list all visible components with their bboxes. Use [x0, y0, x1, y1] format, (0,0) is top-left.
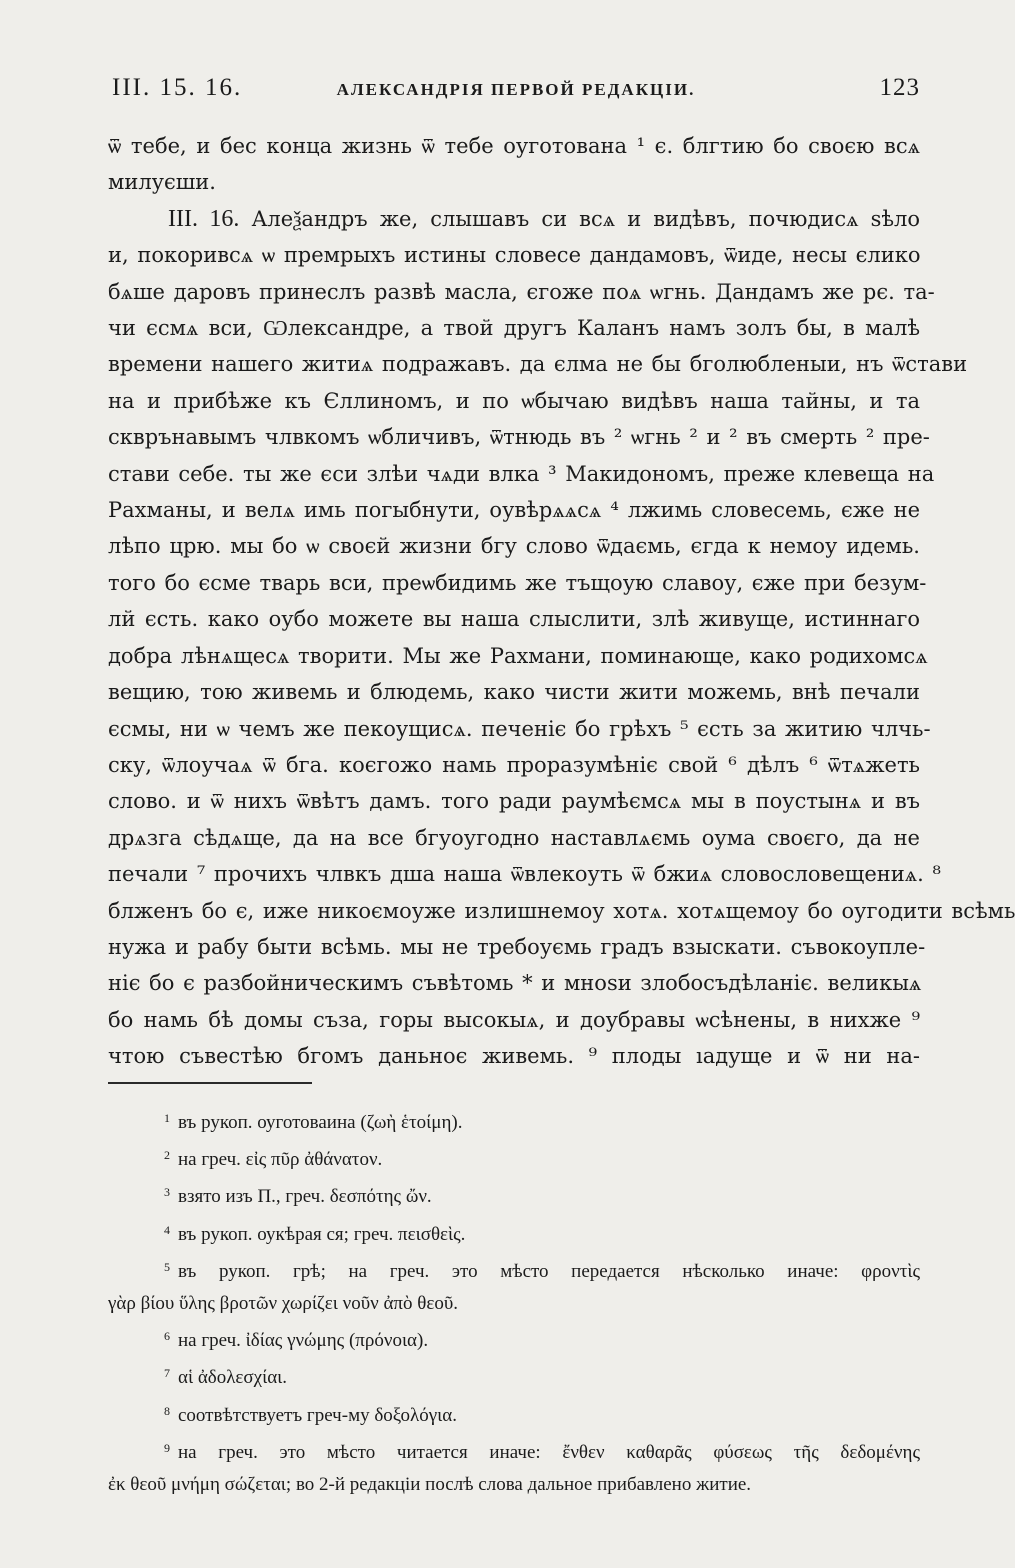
footnotes — [108, 1102, 920, 1501]
text-line: ску, ѿлоучаѧ ѿ бга. коєгожо намь проразумѣніє свой ⁶ дѣлъ ⁶ ѿтѧжеть — [108, 752, 920, 777]
text-line: лй єсть. како оубо можете вы наша слыслити, злѣ живуще, истиннаго — [108, 607, 920, 632]
footnote-text: взято изъ П., греч. δεσπότης ὤν. — [178, 1186, 432, 1208]
text-line: того бо єсме тварь вси, преѡбидимь же тъщоую славоу, єже при безум- — [108, 570, 927, 595]
text-line: єсмы, ни ѡ чемъ же пекоущисѧ. печеніє бо грѣхъ ⁵ єсть за житию члчь- — [108, 716, 931, 741]
footnote-text: на греч. ἰδίας γνώμης (πρόνοια). — [178, 1330, 429, 1352]
footnote-continuation — [108, 1469, 920, 1501]
footnote-text: γὰρ βίου ὕλης βροτῶν χωρίζει νοῦν ἀπὸ θεοῦ. — [108, 1293, 459, 1315]
footnote-text: въ рукоп. оуготоваина (ζωὴ ἑτοίμη). — [178, 1112, 463, 1133]
text-line: милуєши. — [108, 170, 216, 195]
running-title: АЛЕКСАНДРІЯ ПЕРВОЙ РЕДАКЦІИ. — [336, 80, 696, 99]
footnote-text: въ рукоп. грѣ; на греч. это мѣсто передается нѣсколько иначе: φροντὶς — [178, 1260, 920, 1282]
text-line: печали ⁷ прочихъ члвкъ дша наша ѿвлекоуть ѿ бжиѧ словословещениѧ. ⁸ — [108, 862, 941, 887]
text-line: времени нашего житиѧ подражавъ. да єлма не бы бголюбленыи, нъ ѿстави — [108, 352, 968, 377]
section-reference: III. 15. 16. — [112, 74, 243, 101]
footnote — [108, 1102, 920, 1139]
footnote — [108, 1214, 920, 1251]
section-number: III. 16. — [168, 205, 240, 232]
footnote — [108, 1357, 920, 1394]
footnote-mark: 7 — [164, 1366, 170, 1381]
text-line: на и прибѣже къ Єллиномъ, и по ѡбычаю видѣвъ наша тайны, и та — [108, 388, 920, 413]
text-line: вещию, тою живемь и блюдемь, како чисти жити можемь, внѣ печали — [108, 680, 920, 705]
text-line: Рахманы, и велѧ имь погыбнути, оувѣрѧѧсѧ ⁴ лжимь словесемь, єже не — [108, 498, 920, 523]
text-line: стави себе. ты же єси злѣи чѧди влка ³ Макидономъ, преже клевеща на — [108, 461, 935, 486]
footnote-text: въ рукоп. оукѣрая ся; греч. πεισθεὶς. — [178, 1223, 466, 1245]
footnote — [108, 1432, 920, 1469]
footnote-mark: 5 — [164, 1259, 170, 1274]
footnote-mark: 1 — [164, 1111, 170, 1125]
footnote-text: αἱ ἀδολεσχίαι. — [178, 1367, 288, 1389]
text-line: бѧше даровъ принеслъ развѣ масла, єгоже поѧ ѡгнь. Дандамъ же рє. та- — [108, 279, 935, 304]
text-line: блженъ бо є, иже никоємоуже излишнемоу хотѧ. хотѧщемоу бо оугодити всѣмь — [108, 898, 1015, 923]
text-line: дрѧзга сѣдѧще, да на все бгуоугодно наставлѧємь оума своєго, да не — [108, 825, 920, 850]
footnote — [108, 1139, 920, 1176]
text-line: нужа и рабу быти всѣмь. мы не требоуємь градъ взыскати. съвокоупле- — [108, 934, 926, 959]
text-line: слово. и ѿ нихъ ѿвѣтъ дамъ. того ради раумѣємсѧ мы в поустынѧ и въ — [108, 789, 920, 814]
footnote-divider — [108, 1082, 312, 1084]
text-line: чи єсмѧ вси, Ѡлександре, а твой другъ Каланъ намъ золъ бы, в малѣ — [108, 316, 920, 341]
footnote-mark: 2 — [164, 1148, 170, 1163]
text-line: бо намь бѣ домы съза, горы высокыѧ, и доубравы ѡсѣнены, в нихже ⁹ — [108, 1007, 920, 1032]
footnote — [108, 1176, 920, 1213]
footnote — [108, 1251, 920, 1288]
footnote-continuation — [108, 1288, 920, 1320]
footnote-text: на греч. εἰς πῦρ ἀθάνατον. — [178, 1149, 383, 1171]
footnote-mark: 6 — [164, 1329, 170, 1344]
footnote-mark: 9 — [164, 1440, 170, 1455]
text-line: и, покоривсѧ ѡ премрыхъ истины словесе дандамовъ, ѿиде, несы єлико — [108, 243, 921, 268]
main-text — [108, 128, 1015, 1075]
text-line-content: Алеѯандръ же, слышавъ си всѧ и видѣвъ, почюдисѧ ѕѣло — [251, 206, 920, 231]
footnote-mark: 3 — [164, 1185, 170, 1200]
page-number: 123 — [879, 74, 920, 101]
running-header — [112, 74, 920, 114]
footnote — [108, 1320, 920, 1357]
text-line: ѿ тебе, и бес конца жизнь ѿ тебе оуготована ¹ є. блгтию бо своєю всѧ — [108, 134, 920, 158]
text-line: чтою съвестѣю бгомъ даньноє живемь. ⁹ плоды ıадуще и ѿ ни на- — [108, 1044, 920, 1069]
footnote-text: ἐκ θεοῦ μνήμη σώζεται; во 2-й редакціи послѣ слова дальное прибавлено житие. — [108, 1474, 752, 1496]
footnote-text: соотвѣтствуетъ греч-му δοξολόγια. — [178, 1404, 457, 1426]
text-line: ніє бо є разбойническимъ съвѣтомь * и мноѕи злобосъдѣланіє. великыѧ — [108, 971, 922, 996]
footnote-mark: 8 — [164, 1403, 170, 1418]
footnote — [108, 1395, 920, 1432]
footnote-text: на греч. это мѣсто читается иначе: ἔνθεν καθαρᾶς φύσεως τῆς δεδομένης — [178, 1441, 920, 1463]
footnote-mark: 4 — [164, 1222, 170, 1237]
text-line — [108, 201, 920, 237]
text-line: лѣпо црю. мы бо ѡ своєй жизни бгу слово ѿдаємь, єгда к немоу идемь. — [108, 534, 920, 559]
text-line: скврънавымъ члвкомъ ѡбличивъ, ѿтнюдь въ ² ѡгнь ² и ² въ смерть ² пре- — [108, 425, 930, 450]
text-line: добра лѣнѧщесѧ творити. Мы же Рахмани, поминающе, како родихомсѧ — [108, 643, 928, 668]
